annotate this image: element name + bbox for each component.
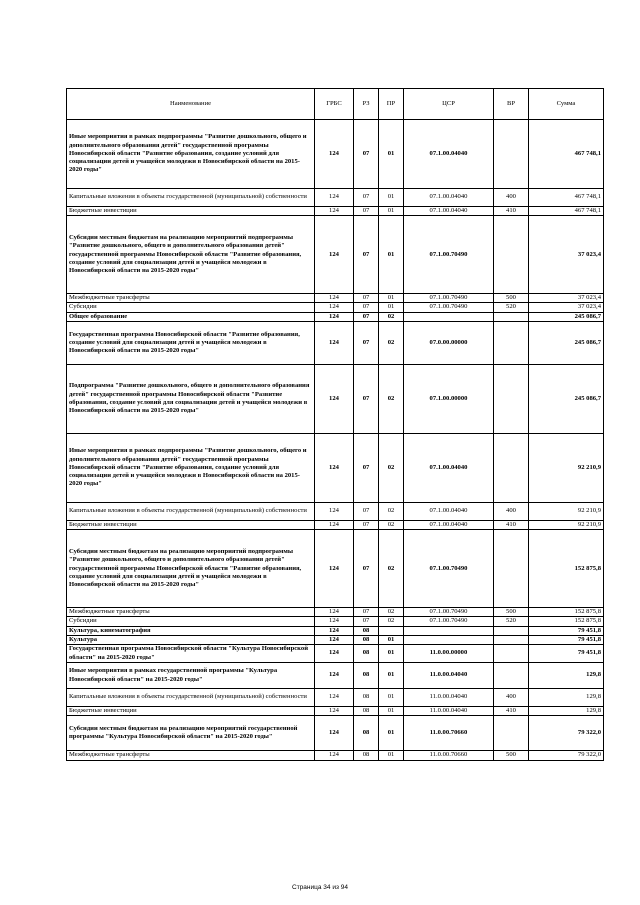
cell-grbs: 124	[315, 663, 354, 689]
table-row	[67, 520, 604, 529]
cell-vr: 410	[494, 207, 529, 216]
table-row	[67, 312, 604, 321]
cell-sum: 79 451,8	[529, 645, 604, 663]
cell-csr: 11.0.00.70660	[404, 751, 494, 760]
cell-grbs: 124	[315, 364, 354, 433]
table-body	[67, 120, 604, 761]
cell-pr: 02	[379, 321, 404, 364]
cell-pr: 01	[379, 216, 404, 294]
cell-vr: 410	[494, 520, 529, 529]
cell-csr: 07.1.00.70490	[404, 617, 494, 626]
cell-grbs: 124	[315, 207, 354, 216]
cell-pr: 01	[379, 689, 404, 707]
cell-vr	[494, 312, 529, 321]
header-name: Наименование	[67, 89, 315, 120]
cell-pr: 01	[379, 189, 404, 207]
cell-grbs: 124	[315, 520, 354, 529]
cell-pr: 01	[379, 207, 404, 216]
cell-csr: 07.1.00.00000	[404, 364, 494, 433]
cell-pr: 02	[379, 364, 404, 433]
cell-rz: 07	[354, 520, 379, 529]
cell-vr: 500	[494, 608, 529, 617]
table-row	[67, 608, 604, 617]
cell-vr	[494, 663, 529, 689]
cell-pr: 01	[379, 120, 404, 189]
header-rz: РЗ	[354, 89, 379, 120]
cell-vr	[494, 120, 529, 189]
cell-grbs: 124	[315, 189, 354, 207]
cell-csr: 07.1.00.70490	[404, 303, 494, 312]
cell-grbs: 124	[315, 635, 354, 644]
cell-name: Капитальные вложения в объекты государственной (муниципальной) собственности	[67, 189, 315, 207]
table-row	[67, 689, 604, 707]
cell-csr: 11.0.00.70660	[404, 716, 494, 751]
cell-vr: 400	[494, 189, 529, 207]
cell-csr: 07.1.00.70490	[404, 608, 494, 617]
cell-grbs: 124	[315, 321, 354, 364]
cell-csr: 07.1.00.04040	[404, 502, 494, 520]
cell-name: Бюджетные инвестиции	[67, 707, 315, 716]
cell-rz: 08	[354, 751, 379, 760]
cell-rz: 07	[354, 207, 379, 216]
cell-vr	[494, 321, 529, 364]
cell-grbs: 124	[315, 617, 354, 626]
cell-vr: 500	[494, 751, 529, 760]
cell-rz: 08	[354, 635, 379, 644]
cell-pr: 02	[379, 520, 404, 529]
cell-sum: 79 322,0	[529, 716, 604, 751]
cell-rz: 07	[354, 502, 379, 520]
cell-name: Межбюджетные трансферты	[67, 751, 315, 760]
cell-pr: 01	[379, 635, 404, 644]
cell-name: Государственная программа Новосибирской области "Развитие образования, создание условий для социализации детей и учащейся молодежи в Новосибирской области на 2015-2020 годы"	[67, 321, 315, 364]
cell-rz: 07	[354, 294, 379, 303]
cell-name: Субсидии	[67, 617, 315, 626]
table-row	[67, 433, 604, 502]
cell-grbs: 124	[315, 716, 354, 751]
page-number: Страница 34 из 94	[292, 884, 348, 891]
table-row	[67, 645, 604, 663]
cell-csr	[404, 635, 494, 644]
cell-rz: 07	[354, 189, 379, 207]
cell-csr: 11.0.00.00000	[404, 645, 494, 663]
cell-grbs: 124	[315, 645, 354, 663]
cell-csr	[404, 312, 494, 321]
cell-grbs: 124	[315, 530, 354, 608]
cell-pr: 01	[379, 294, 404, 303]
cell-sum: 245 086,7	[529, 321, 604, 364]
cell-rz: 07	[354, 364, 379, 433]
cell-rz: 07	[354, 608, 379, 617]
table-row	[67, 635, 604, 644]
cell-name: Иные мероприятия в рамках подпрограммы "Развитие дошкольного, общего и дополнительного образования детей" государственной программы Новосибирской области "Развитие образования, создание условий для социализации детей и учащейся молодежи в Новосибирской области на 2015-2020 годы"	[67, 433, 315, 502]
table-row	[67, 530, 604, 608]
cell-grbs: 124	[315, 707, 354, 716]
cell-rz: 08	[354, 663, 379, 689]
cell-grbs: 124	[315, 294, 354, 303]
table-row	[67, 321, 604, 364]
cell-pr: 01	[379, 645, 404, 663]
cell-pr: 01	[379, 663, 404, 689]
table-row	[67, 120, 604, 189]
cell-name: Государственная программа Новосибирской области "Культура Новосибирской области" на 2015-2020 годы"	[67, 645, 315, 663]
cell-csr: 11.0.00.04040	[404, 663, 494, 689]
cell-sum: 129,8	[529, 689, 604, 707]
table-row	[67, 716, 604, 751]
cell-name: Иные мероприятия в рамках подпрограммы "Развитие дошкольного, общего и дополнительного образования детей" государственной программы Новосибирской области "Развитие образования, создание условий для социализации детей и учащейся молодежи в Новосибирской области на 2015-2020 годы"	[67, 120, 315, 189]
cell-rz: 08	[354, 689, 379, 707]
cell-pr: 01	[379, 751, 404, 760]
header-pr: ПР	[379, 89, 404, 120]
header-grbs: ГРБС	[315, 89, 354, 120]
cell-pr	[379, 626, 404, 635]
header-row	[67, 89, 604, 120]
cell-csr: 07.1.00.04040	[404, 189, 494, 207]
cell-vr	[494, 626, 529, 635]
cell-sum: 92 210,9	[529, 433, 604, 502]
cell-sum: 92 210,9	[529, 502, 604, 520]
cell-sum: 129,8	[529, 707, 604, 716]
cell-rz: 08	[354, 626, 379, 635]
table-row	[67, 707, 604, 716]
cell-sum: 245 086,7	[529, 312, 604, 321]
cell-vr: 400	[494, 689, 529, 707]
cell-vr: 500	[494, 294, 529, 303]
cell-name: Субсидии местным бюджетам на реализацию мероприятий подпрограммы "Развитие дошкольного, общего и дополнительного образования детей" государственной программы Новосибирской области "Развитие образования, создание условий для социализации детей и учащейся молодежи в Новосибирской области на 2015-2020 годы"	[67, 216, 315, 294]
header-sum: Сумма	[529, 89, 604, 120]
table-row	[67, 364, 604, 433]
table-row	[67, 303, 604, 312]
cell-sum: 467 748,1	[529, 120, 604, 189]
table-row	[67, 617, 604, 626]
cell-pr: 01	[379, 707, 404, 716]
budget-table	[66, 88, 604, 761]
cell-sum: 467 748,1	[529, 189, 604, 207]
table-row	[67, 663, 604, 689]
cell-rz: 07	[354, 216, 379, 294]
cell-rz: 08	[354, 645, 379, 663]
cell-vr	[494, 433, 529, 502]
cell-vr: 520	[494, 617, 529, 626]
cell-pr: 02	[379, 530, 404, 608]
cell-sum: 245 086,7	[529, 364, 604, 433]
table-row	[67, 189, 604, 207]
cell-grbs: 124	[315, 502, 354, 520]
cell-sum: 37 023,4	[529, 216, 604, 294]
cell-rz: 08	[354, 707, 379, 716]
cell-name: Субсидии	[67, 303, 315, 312]
cell-grbs: 124	[315, 608, 354, 617]
cell-sum: 37 023,4	[529, 294, 604, 303]
cell-csr: 07.1.00.04040	[404, 207, 494, 216]
cell-name: Межбюджетные трансферты	[67, 294, 315, 303]
cell-pr: 02	[379, 502, 404, 520]
header-vr: ВР	[494, 89, 529, 120]
table-row	[67, 751, 604, 760]
cell-csr: 07.0.00.00000	[404, 321, 494, 364]
cell-name: Культура, кинематография	[67, 626, 315, 635]
table-row	[67, 294, 604, 303]
cell-name: Капитальные вложения в объекты государственной (муниципальной) собственности	[67, 689, 315, 707]
cell-csr: 11.0.00.04040	[404, 689, 494, 707]
cell-csr: 07.1.00.70490	[404, 216, 494, 294]
cell-sum: 92 210,9	[529, 520, 604, 529]
cell-csr: 11.0.00.04040	[404, 707, 494, 716]
cell-csr: 07.1.00.04040	[404, 120, 494, 189]
cell-sum: 152 875,8	[529, 530, 604, 608]
cell-rz: 07	[354, 312, 379, 321]
cell-name: Капитальные вложения в объекты государственной (муниципальной) собственности	[67, 502, 315, 520]
cell-name: Бюджетные инвестиции	[67, 520, 315, 529]
cell-rz: 07	[354, 321, 379, 364]
table-row	[67, 502, 604, 520]
cell-rz: 07	[354, 433, 379, 502]
table-row	[67, 626, 604, 635]
cell-sum: 37 023,4	[529, 303, 604, 312]
table-row	[67, 216, 604, 294]
cell-sum: 79 322,0	[529, 751, 604, 760]
cell-grbs: 124	[315, 120, 354, 189]
cell-grbs: 124	[315, 303, 354, 312]
cell-sum: 79 451,8	[529, 626, 604, 635]
cell-pr: 02	[379, 617, 404, 626]
cell-vr	[494, 216, 529, 294]
cell-vr: 520	[494, 303, 529, 312]
cell-vr: 410	[494, 707, 529, 716]
cell-csr	[404, 626, 494, 635]
cell-vr: 400	[494, 502, 529, 520]
cell-vr	[494, 530, 529, 608]
cell-csr: 07.1.00.70490	[404, 294, 494, 303]
cell-name: Бюджетные инвестиции	[67, 207, 315, 216]
cell-name: Субсидии местным бюджетам на реализацию мероприятий подпрограммы "Развитие дошкольного, общего и дополнительного образования детей" государственной программы Новосибирской области "Развитие образования, создание условий для социализации детей и учащейся молодежи в Новосибирской области на 2015-2020 годы"	[67, 530, 315, 608]
cell-sum: 467 748,1	[529, 207, 604, 216]
cell-pr: 02	[379, 312, 404, 321]
cell-grbs: 124	[315, 312, 354, 321]
cell-pr: 02	[379, 608, 404, 617]
cell-vr	[494, 716, 529, 751]
cell-sum: 129,8	[529, 663, 604, 689]
cell-rz: 07	[354, 303, 379, 312]
table-row	[67, 207, 604, 216]
cell-pr: 01	[379, 716, 404, 751]
cell-csr: 07.1.00.04040	[404, 433, 494, 502]
cell-rz: 07	[354, 530, 379, 608]
cell-rz: 07	[354, 617, 379, 626]
cell-grbs: 124	[315, 751, 354, 760]
cell-csr: 07.1.00.70490	[404, 530, 494, 608]
cell-name: Культура	[67, 635, 315, 644]
cell-csr: 07.1.00.04040	[404, 520, 494, 529]
cell-rz: 07	[354, 120, 379, 189]
cell-grbs: 124	[315, 626, 354, 635]
cell-rz: 08	[354, 716, 379, 751]
cell-vr	[494, 645, 529, 663]
cell-grbs: 124	[315, 433, 354, 502]
cell-grbs: 124	[315, 689, 354, 707]
cell-vr	[494, 635, 529, 644]
cell-pr: 02	[379, 433, 404, 502]
cell-grbs: 124	[315, 216, 354, 294]
cell-pr: 01	[379, 303, 404, 312]
cell-sum: 152 875,8	[529, 617, 604, 626]
cell-sum: 79 451,8	[529, 635, 604, 644]
cell-name: Межбюджетные трансферты	[67, 608, 315, 617]
cell-sum: 152 875,8	[529, 608, 604, 617]
header-csr: ЦСР	[404, 89, 494, 120]
cell-name: Субсидии местным бюджетам на реализацию мероприятий государственной программы "Культура Новосибирской области" на 2015-2020 годы"	[67, 716, 315, 751]
cell-name: Подпрограмма "Развитие дошкольного, общего и дополнительного образования детей" государственной программы Новосибирской области "Развитие образования, создание условий для социализации детей и учащейся молодежи в Новосибирской области на 2015-2020 годы"	[67, 364, 315, 433]
cell-vr	[494, 364, 529, 433]
cell-name: Иные мероприятия в рамках государственной программы "Культура Новосибирской области" на 2015-2020 годы"	[67, 663, 315, 689]
cell-name: Общее образование	[67, 312, 315, 321]
